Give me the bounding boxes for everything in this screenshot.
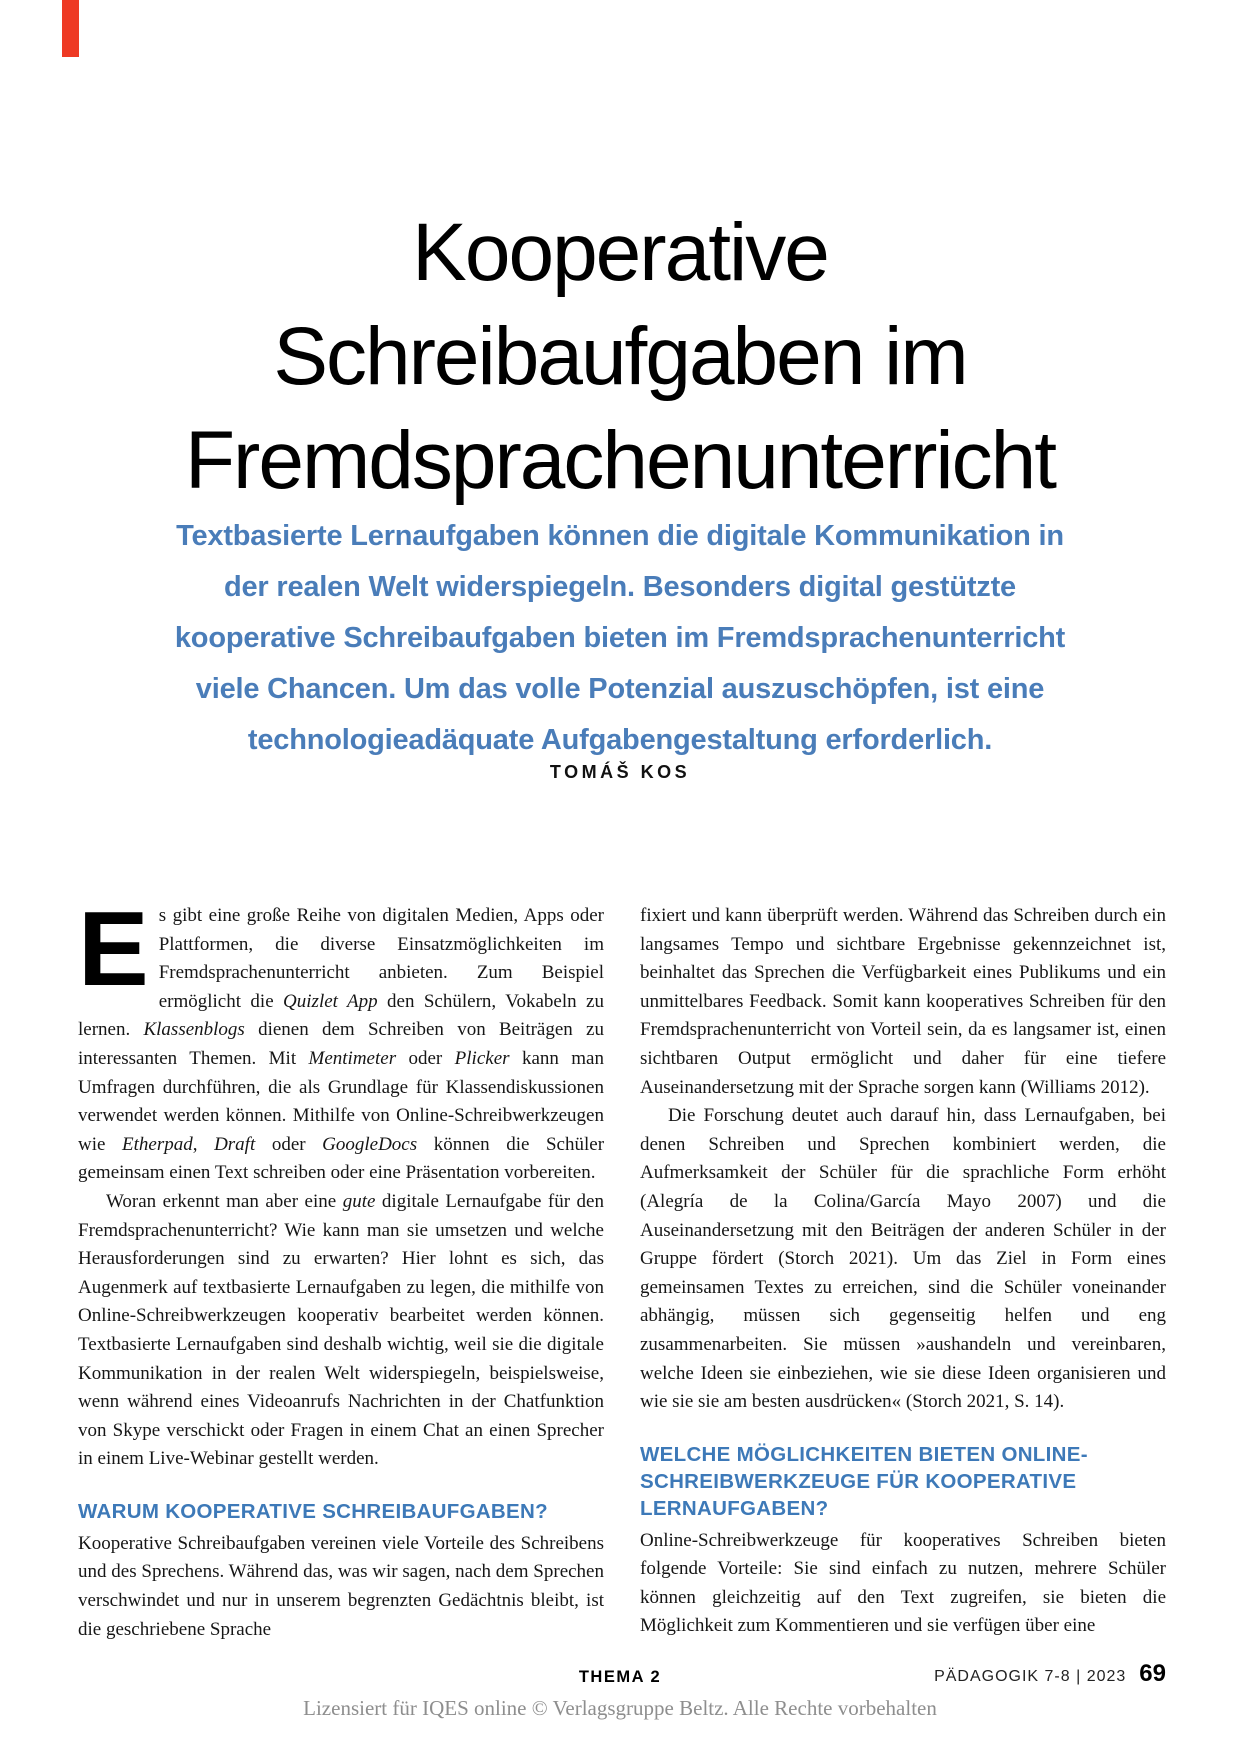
text-run: oder xyxy=(396,1047,455,1069)
italic-text: Quizlet App xyxy=(283,990,378,1012)
right-column xyxy=(640,902,1166,1644)
text-run: digitale Lernaufgabe für den Fremdsprachenunterricht? Wie kann man sie umsetzen und welche Herausforderungen sind zu erwarten? Hier lohnt es sich, das Augenmerk auf textbasierte Lernaufgaben zu legen, die mithilfe von Online-Schreibwerkzeugen kooperativ bearbeitet werden können. Textbasierte Lernaufgaben sind deshalb wichtig, weil sie die digitale Kommunikation in der realen Welt widerspiegeln, beispielsweise, wenn während eines Videoanrufs Nachrichten in der Chatfunktion von Skype verschickt oder Fragen in einem Chat an einen Sprecher in einem Live-Webinar gestellt werden. xyxy=(78,1190,604,1470)
text-run: den Schülern, Vokabeln zu lernen. xyxy=(78,990,604,1041)
body-paragraph xyxy=(640,902,1166,1102)
italic-text: GoogleDocs xyxy=(322,1133,418,1155)
section-heading: WARUM KOOPERATIVE SCHREIBAUFGABEN? xyxy=(78,1499,548,1523)
text-run: Woran erkennt man aber eine xyxy=(106,1190,343,1212)
italic-text: Etherpad xyxy=(122,1133,193,1155)
left-column xyxy=(78,890,605,1644)
journal-name: PÄDAGOGIK 7-8 | 2023 xyxy=(934,1668,1127,1685)
red-corner-mark xyxy=(62,0,79,57)
text-run: kann man Umfragen durchführen, die als Grundlage für Klassendiskussionen verwendet werden können. Mithilfe von Online-Schreibwerkzeugen wie xyxy=(78,1047,604,1155)
title-line: Schreibaufgaben im xyxy=(273,310,967,402)
text-run: Die Forschung deutet auch darauf hin, dass Lernaufgaben, bei denen Schreiben und Sprechen kombiniert werden, die Aufmerksamkeit der Schüler für die sprachliche Form erhöht (Alegría de la Colina/García Mayo 2007) und die Auseinandersetzung mit den Beiträgen der anderen Schüler in der Gruppe fördert (Storch 2021). Um das Ziel in Form eines gemeinsamen Textes zu erreichen, sind die Schüler voneinander abhängig, müssen sich gegenseitig helfen und eng zusammenarbeiten. Sie müssen »aushandeln und vereinbaren, welche Ideen sie einbeziehen, wie sie diese Ideen organisieren und wie sie sie am besten ausdrücken« (Storch 2021, S. 14). xyxy=(640,1105,1166,1413)
drop-cap: E xyxy=(78,890,146,1008)
text-run: s gibt eine große Reihe von digitalen Medien, Apps oder Plattformen, die diverse Einsatzmöglichkeiten im Fremdsprachenunterricht anbieten. Zum Beispiel ermöglicht die xyxy=(158,905,604,1012)
italic-text: Mentimeter xyxy=(308,1047,397,1069)
article-title xyxy=(0,201,1240,513)
page-number: 69 xyxy=(1139,1660,1166,1687)
text-run: dienen dem Schreiben von Beiträgen zu interessanten Themen. Mit xyxy=(78,1019,604,1069)
title-line: Kooperative xyxy=(412,206,828,298)
text-run: , xyxy=(192,1133,215,1155)
article-lead: Textbasierte Lernaufgaben können die digitale Kommunikation in der realen Welt widerspiegeln. Besonders digital gestützte kooperative Schreibaufgaben bieten im Fremdsprachenunterricht viele Chancen. Um das volle Potenzial auszuschöpfen, ist eine technologieadäquate Aufgabengestaltung erforderlich. xyxy=(174,520,1066,756)
italic-text: gute xyxy=(342,1190,376,1212)
article-body xyxy=(78,890,1166,1644)
text-run: Kooperative Schreibaufgaben vereinen viele Vorteile des Schreibens und des Sprechens. Während das, was wir sagen, nach dem Sprechen verschwindet und nur in unserem begrenzten Gedächtnis bleibt, ist die geschriebene Sprache xyxy=(78,1532,604,1640)
text-run: Online-Schreibwerkzeuge für kooperatives Schreiben bieten folgende Vorteile: Sie sind einfach zu nutzen, mehrere Schüler können gleichzeitig auf den Text zugreifen, sie bieten die Möglichkeit zum Kommentieren und sie verfügen über eine xyxy=(640,1529,1166,1637)
body-paragraph xyxy=(78,1530,604,1644)
italic-text: Plicker xyxy=(454,1047,510,1069)
body-paragraph xyxy=(78,1188,604,1474)
body-paragraph xyxy=(640,1102,1166,1417)
author-name: TOMÁŠ KOS xyxy=(549,762,691,782)
body-paragraph xyxy=(78,890,605,1188)
license-notice: Lizensiert für IQES online © Verlagsgruppe Beltz. Alle Rechte vorbehalten xyxy=(303,1696,937,1720)
italic-text: Draft xyxy=(214,1133,256,1155)
text-run: fixiert und kann überprüft werden. Während das Schreiben durch ein langsames Tempo und sichtbare Ergebnisse gekennzeichnet ist, beinhaltet das Sprechen die Verfügbarkeit eines Publikums und ein unmittelbares Feedback. Somit kann kooperatives Schreiben für den Fremdsprachenunterricht von Vorteil sein, da es langsamer ist, einen sichtbaren Output ermöglicht und daher für eine tiefere Auseinandersetzung mit der Sprache sorgen kann (Williams 2012). xyxy=(640,905,1166,1098)
text-run: können die Schüler gemeinsam einen Text schreiben oder eine Präsentation vorbereiten. xyxy=(78,1133,605,1184)
footer-section-label: THEMA 2 xyxy=(578,1668,662,1686)
text-run: oder xyxy=(255,1133,323,1155)
footer-journal-info xyxy=(934,1660,1166,1688)
title-line: Fremdsprachenunterricht xyxy=(184,414,1056,506)
body-paragraph xyxy=(640,1527,1166,1641)
italic-text: Klassenblogs xyxy=(143,1019,245,1041)
section-heading: WELCHE MÖGLICHKEITEN BIETEN ONLINE-SCHREIBWERKZEUGE FÜR KOOPERATIVE LERNAUFGABEN? xyxy=(640,1442,1088,1520)
